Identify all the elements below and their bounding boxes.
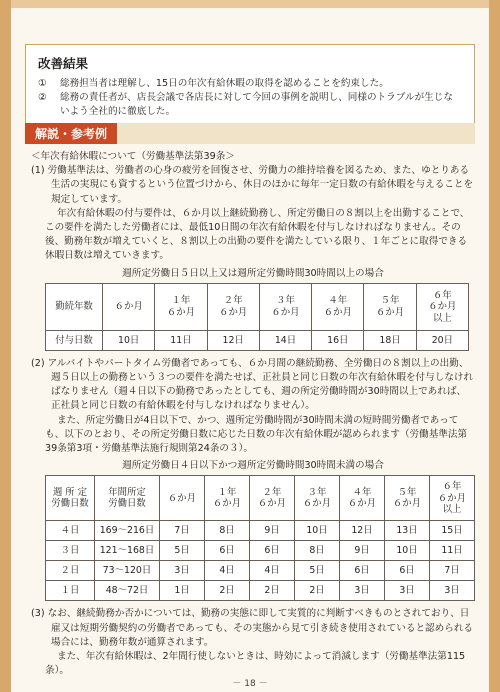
days-cell: 10日 <box>103 330 155 350</box>
annual-days-cell: 121～168日 <box>95 541 160 561</box>
days-cell: 10日 <box>295 521 340 541</box>
days-cell: 7日 <box>430 561 475 581</box>
years-cell: ５年 ６か月 <box>385 476 430 521</box>
table-row <box>46 330 469 350</box>
days-cell: 6日 <box>340 561 385 581</box>
page <box>11 0 489 692</box>
years-cell: ６年 ６か月 以上 <box>430 476 475 521</box>
years-cell: ３年 ６か月 <box>259 283 311 330</box>
days-cell: 3日 <box>385 581 430 601</box>
item-text: 総務担当者は理解し、15日の年次有給休暇の取得を認めることを約束した。 <box>60 78 389 89</box>
improvement-results-title: 改善結果 <box>38 56 89 71</box>
weekly-days-cell: ２日 <box>46 561 95 581</box>
commentary-band <box>117 123 475 144</box>
improvement-item-1 <box>38 77 462 91</box>
annual-days-cell: 73～120日 <box>95 561 160 581</box>
annual-days-cell: 48～72日 <box>95 581 160 601</box>
days-cell: 4日 <box>250 561 295 581</box>
paragraph-2a: (2) アルバイトやパートタイム労働者であっても、６か月間の継続勤務、全労働日の８割以上の出勤、週５日以上の勤務という３つの要件を満たせば、正社員と同じ日数の年次有給休暇を付与しなければなりません（週４日以下の勤務であったとしても、週の所定労働時間が30時間以上であれば、正社員と同じ日数の有給休暇を付与しなければなりません）。 <box>31 357 474 412</box>
years-cell: ２年 ６か月 <box>250 476 295 521</box>
days-cell: 12日 <box>207 330 259 350</box>
table-row <box>46 581 475 601</box>
days-cell: 13日 <box>385 521 430 541</box>
years-cell: ６か月 <box>103 283 155 330</box>
years-cell: ５年 ６か月 <box>364 283 416 330</box>
paragraph-2b: また、所定労働日が4日以下で、かつ、週所定労働時間が30時間未満の短時間労働者であっても、以下のとおり、その所定労働日数に応じた日数の年次有給休暇が認められます（労働基準法第39条第3項・労働基準法施行規則第24条の３）。 <box>45 414 468 455</box>
days-cell: 11日 <box>430 541 475 561</box>
leave-table-part-time <box>45 475 475 601</box>
days-cell: 2日 <box>295 581 340 601</box>
annual-days-cell: 169～216日 <box>95 521 160 541</box>
table2-caption: 週所定労働日４日以下かつ週所定労働時間30時間未満の場合 <box>122 460 384 472</box>
days-header: 付与日数 <box>46 330 103 350</box>
weekly-days-cell: １日 <box>46 581 95 601</box>
improvement-item-2 <box>38 91 462 119</box>
commentary-content <box>31 150 475 678</box>
annual-days-header: 年間所定 労働日数 <box>95 476 160 521</box>
years-cell: ４年 ６か月 <box>312 283 364 330</box>
weekly-days-cell: ３日 <box>46 541 95 561</box>
paragraph-3b: また、年次有給休暇は、2年間行使しないときは、時効によって消滅します（労働基準法第115条）。 <box>45 651 466 677</box>
days-cell: 6日 <box>250 541 295 561</box>
table-row <box>46 521 475 541</box>
page-number: － 18 － <box>232 679 268 689</box>
paragraph-1b: 年次有給休暇の付与要件は、６か月以上継続勤務し、所定労働日の８割以上を出勤することで、この要件を満たした労働者には、最低10日間の年次有給休暇を付与しなければなりません。その後、勤務年数が増えていくと、８割以上の出勤の要件を満たしている限り、１年ごとに取得できる休暇日数は増えていきます。 <box>45 207 470 262</box>
days-cell: 8日 <box>205 521 250 541</box>
days-cell: 2日 <box>205 581 250 601</box>
days-cell: 9日 <box>340 541 385 561</box>
paragraph-1a: (1) 労働基準法は、労働者の心身の疲労を回復させ、労働力の維持培養を図るため、また、ゆとりある生活の実現にも資するという位置づけから、休日のほかに毎年一定日数の有給休暇を与えることを規定しています。 <box>31 165 474 205</box>
days-cell: 8日 <box>295 541 340 561</box>
days-cell: 1日 <box>160 581 205 601</box>
table-row <box>46 476 475 521</box>
weekly-days-cell: ４日 <box>46 521 95 541</box>
days-cell: 18日 <box>364 330 416 350</box>
item-number: ② <box>38 92 47 103</box>
days-cell: 6日 <box>385 561 430 581</box>
days-cell: 3日 <box>430 581 475 601</box>
paragraph-3a: (3) なお、継続勤務か否かについては、勤務の実態に即して実質的に判断すべきものとされており、日雇又は短期労働契約の労働者であっても、その実態から見て引き続き使用されていると認められる場合には、勤務年数が通算されます。 <box>31 608 474 648</box>
days-cell: 4日 <box>205 561 250 581</box>
years-cell: ２年 ６か月 <box>207 283 259 330</box>
leave-table-full-time <box>45 283 469 351</box>
top-band <box>11 0 489 8</box>
days-cell: 3日 <box>160 561 205 581</box>
years-cell: １年 ６か月 <box>205 476 250 521</box>
days-cell: 11日 <box>155 330 207 350</box>
days-cell: 7日 <box>160 521 205 541</box>
improvement-results-box <box>25 44 475 130</box>
item-text: 総務の責任者が、店長会議で各店長に対して今回の事例を説明し、同様のトラブルが生じないよう全社的に徹底した。 <box>60 92 453 117</box>
years-cell: ４年 ６か月 <box>340 476 385 521</box>
days-cell: 9日 <box>250 521 295 541</box>
days-cell: 10日 <box>385 541 430 561</box>
days-cell: 5日 <box>160 541 205 561</box>
years-header: 勤続年数 <box>46 283 103 330</box>
table-row <box>46 561 475 581</box>
days-cell: 2日 <box>250 581 295 601</box>
days-cell: 15日 <box>430 521 475 541</box>
days-cell: 3日 <box>340 581 385 601</box>
days-cell: 5日 <box>295 561 340 581</box>
table-row <box>46 283 469 330</box>
days-cell: 6日 <box>205 541 250 561</box>
days-cell: 20日 <box>416 330 468 350</box>
years-cell: ６か月 <box>160 476 205 521</box>
years-cell: ６年 ６か月 以上 <box>416 283 468 330</box>
commentary-label: 解説・参考例 <box>25 123 117 144</box>
table-row <box>46 541 475 561</box>
weekly-days-header: 週 所 定 労働日数 <box>46 476 95 521</box>
item-number: ① <box>38 78 47 89</box>
days-cell: 16日 <box>312 330 364 350</box>
section-heading: ＜年次有給休暇について（労働基準法第39条＞ <box>31 151 235 162</box>
years-cell: １年 ６か月 <box>155 283 207 330</box>
years-cell: ３年 ６か月 <box>295 476 340 521</box>
days-cell: 14日 <box>259 330 311 350</box>
table1-caption: 週所定労働日５日以上又は週所定労働時間30時間以上の場合 <box>122 267 384 279</box>
days-cell: 12日 <box>340 521 385 541</box>
